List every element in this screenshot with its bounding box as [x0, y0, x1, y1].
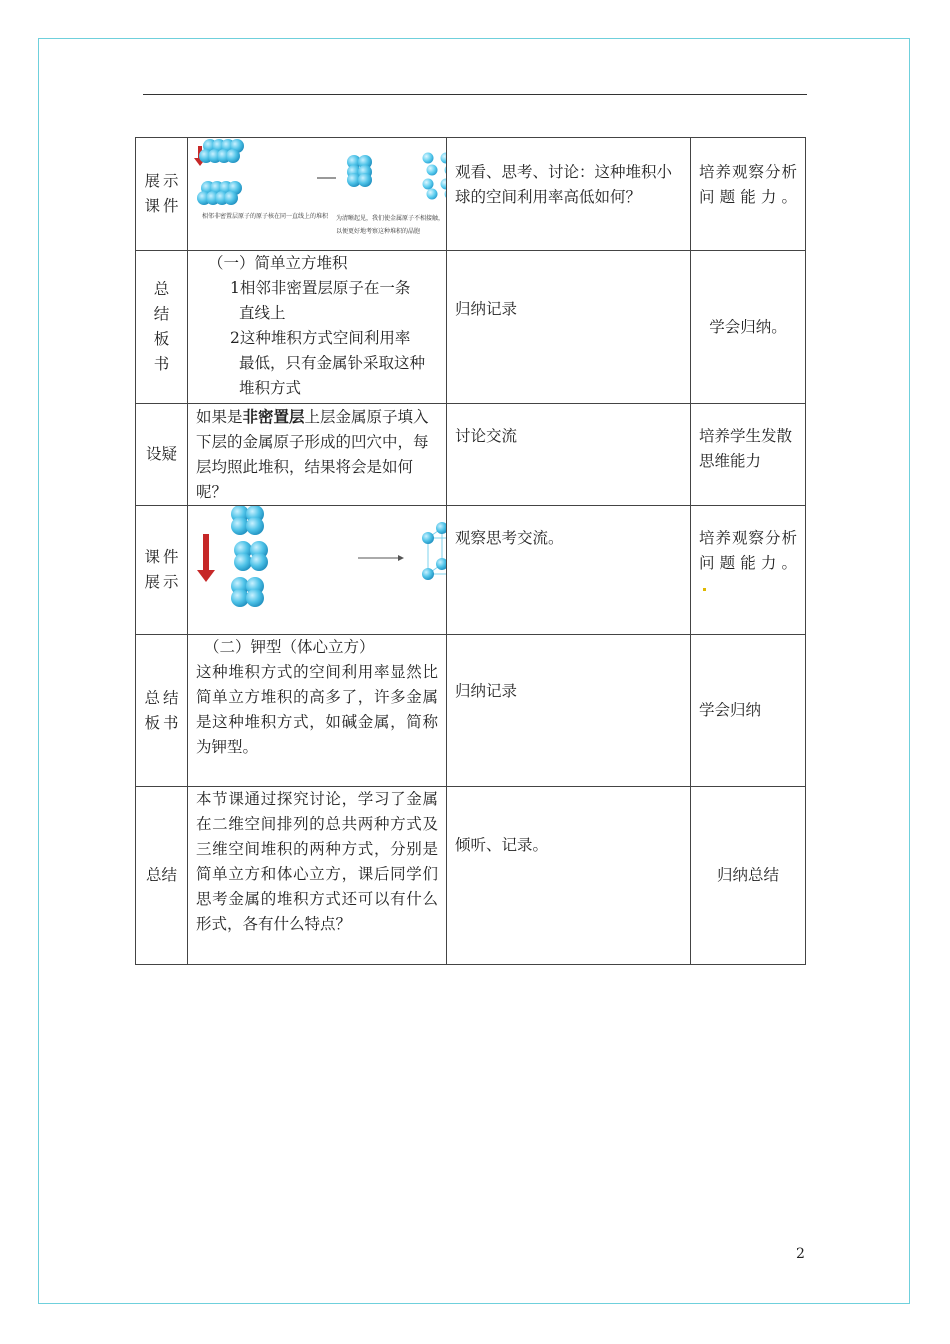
table-row	[136, 635, 806, 787]
table-row	[136, 138, 806, 251]
atom-layer-middle	[234, 541, 268, 571]
stage-cell: 总结	[136, 787, 188, 965]
goal-cell: 归纳总结	[691, 787, 806, 965]
student-activity-cell: 归纳记录	[447, 635, 691, 787]
stacked-unit-figure	[347, 155, 372, 187]
atom-layer-bottom	[197, 181, 242, 205]
simple-cubic-layer-figure	[188, 138, 446, 250]
atom-layer-top	[199, 139, 244, 163]
student-activity-cell: 倾听、记录。	[447, 787, 691, 965]
content-cell: （一）简单立方堆积 1相邻非密置层原子在一条 直线上 2这种堆积方式空间利用率 最低，只有金属钋采取这种 堆积方式	[188, 251, 447, 404]
stage-cell: 总结板书	[136, 635, 188, 787]
student-activity-cell: 归纳记录	[447, 251, 691, 404]
student-activity-cell: 观察思考交流。	[447, 506, 691, 635]
goal-cell: 学会归纳。	[691, 251, 806, 404]
down-arrow-icon	[197, 534, 215, 582]
goal-cell: 培养观察分析问题能力。	[691, 138, 806, 251]
table-row	[136, 787, 806, 965]
figure-caption-right-1: 为清晰起见，我们使金属原子不相接触，	[336, 215, 445, 222]
stage-cell: 设疑	[136, 404, 188, 506]
lesson-table	[135, 137, 806, 965]
student-activity-cell: 讨论交流	[447, 404, 691, 506]
student-activity-cell: 观看、思考、讨论：这种堆积小球的空间利用率高低如何？	[447, 138, 691, 251]
atom-layer-bottom	[231, 577, 264, 607]
bcc-figure-cell	[188, 506, 447, 635]
content-cell: （二）钾型（体心立方） 这种堆积方式的空间利用率显然比简单立方堆积的高多了，许多金属是这种堆积方式，如碱金属，简称为钾型。	[188, 635, 447, 787]
stray-mark	[703, 588, 706, 591]
goal-cell: 学会归纳	[691, 635, 806, 787]
goal-cell: 培养学生发散思维能力	[691, 404, 806, 506]
atom-layer-top	[231, 506, 264, 535]
stage-cell: 课件展示	[136, 506, 188, 635]
stage-cell: 展示课件	[136, 138, 188, 251]
table-row	[136, 251, 806, 404]
content-cell: 如果是非密置层上层金属原子填入下层的金属原子形成的凹穴中，每层均照此堆积，结果将会是如何呢？	[188, 404, 447, 506]
body-centered-cubic-figure	[188, 506, 446, 634]
table-row	[136, 506, 806, 635]
figure-caption-left: 相邻非密置层原子的原子核在同一直线上的堆积	[202, 213, 329, 220]
goal-cell: 培养观察分析问题能力。	[691, 506, 806, 635]
table-row	[136, 404, 806, 506]
content-cell: 本节课通过探究讨论，学习了金属在二维空间排列的总共两种方式及三维空间堆积的两种方式，分别是简单立方和体心立方，课后同学们思考金属的堆积方式还可以有什么形式，各有什么特点？	[188, 787, 447, 965]
header-rule	[143, 94, 807, 95]
page-number: 2	[796, 1246, 805, 1262]
figure-caption-right-2: 以便更好地考察这种堆积的晶胞	[336, 228, 421, 235]
simple-cubic-figure-cell	[188, 138, 447, 251]
stage-cell: 总结板书	[136, 251, 188, 404]
